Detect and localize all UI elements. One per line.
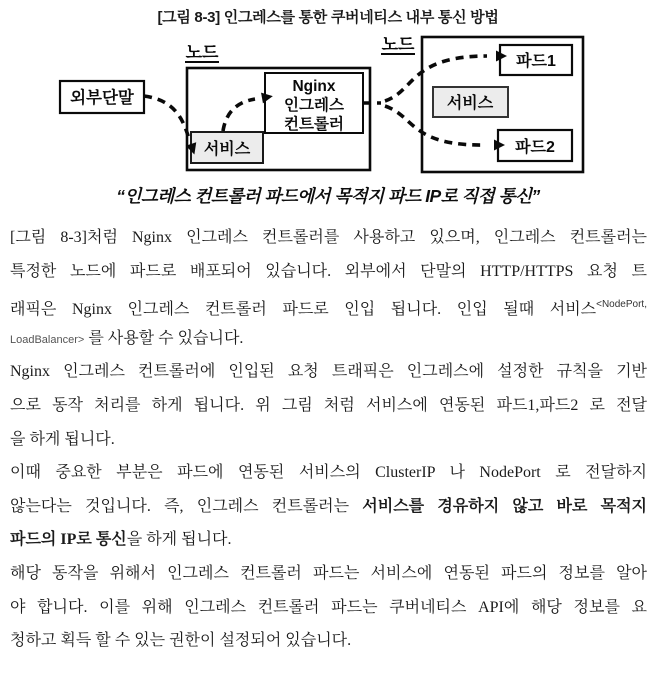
inline-annotation: LoadBalancer> bbox=[10, 333, 85, 346]
text-line bbox=[10, 490, 647, 524]
text-line bbox=[10, 557, 647, 591]
text-run: 서비스를 경유하지 않고 바로 목적지 bbox=[362, 497, 647, 515]
text-run: [그림 8-3]처럼 Nginx 인그레스 컨트롤러를 사용하고 있으며, 인그레스 컨트롤러는 bbox=[10, 229, 647, 246]
service-right-label: 서비스 bbox=[446, 95, 494, 112]
text-line bbox=[10, 389, 647, 423]
text-line bbox=[10, 423, 647, 457]
text-run: 특정한 노드에 파드로 배포되어 있습니다. 외부에서 단말의 HTTP/HTTPS 요청 트 bbox=[10, 262, 647, 280]
text-line bbox=[10, 355, 647, 389]
figure-diagram bbox=[0, 30, 656, 182]
text-run: 이때 중요한 부분은 파드에 연동된 서비스의 ClusterIP 나 NodePort 로 전달하지 bbox=[10, 464, 647, 482]
external-terminal-label: 외부단말 bbox=[70, 89, 134, 107]
nginx-label-line2: 인그레스 bbox=[284, 97, 344, 114]
text-line bbox=[10, 288, 647, 322]
text-line bbox=[10, 221, 647, 255]
arrow-external-to-service bbox=[144, 96, 189, 139]
text-run: 파드의 IP로 통신 bbox=[10, 531, 127, 549]
text-line bbox=[10, 456, 647, 490]
service-left-label: 서비스 bbox=[203, 141, 251, 158]
text-line bbox=[10, 322, 647, 356]
text-line bbox=[10, 624, 647, 658]
figure-caption: “인그레스 컨트롤러 파드에서 목적지 파드 IP로 직접 통신” bbox=[116, 186, 540, 206]
node-left-label: 노드 bbox=[185, 43, 219, 62]
body-text bbox=[10, 221, 647, 658]
node-right-label: 노드 bbox=[381, 35, 415, 54]
text-line bbox=[10, 523, 647, 557]
text-run: 않는다는 것입니다. 즉, 인그레스 컨트롤러는 bbox=[10, 497, 363, 515]
text-run: 를 사용할 수 있습니다. bbox=[84, 329, 244, 347]
pod1-label: 파드1 bbox=[516, 53, 556, 70]
text-run: 으로 동작 처리를 하게 됩니다. 위 그림 처럼 서비스에 연동된 파드1,파드2 로 전달 bbox=[10, 396, 647, 414]
text-run: Nginx 인그레스 컨트롤러에 인입된 요청 트래픽은 인그레스에 설정한 규칙을 기반 bbox=[10, 363, 647, 381]
text-run: 을 하게 됩니다. bbox=[10, 430, 115, 448]
text-run: 청하고 획득 할 수 있는 권한이 설정되어 있습니다. bbox=[10, 632, 352, 650]
pod2-label: 파드2 bbox=[515, 139, 555, 156]
superscript-annotation: <NodePort, bbox=[596, 299, 647, 311]
text-run: 래픽은 Nginx 인그레스 컨트롤러 파드로 인입 됩니다. 인입 될때 서비스 bbox=[10, 301, 597, 319]
text-run: 야 합니다. 이를 위해 인그레스 컨트롤러 파드는 쿠버네티스 API에 해당 정보를 요 bbox=[10, 598, 647, 616]
text-line bbox=[10, 591, 647, 625]
nginx-label-line3: 컨트롤러 bbox=[284, 116, 344, 133]
figure-title: [그림 8-3] 인그레스를 통한 쿠버네티스 내부 통신 방법 bbox=[157, 9, 499, 26]
text-run: 해당 동작을 위해서 인그레스 컨트롤러 파드는 서비스에 연동된 파드의 정보를 알아 bbox=[10, 564, 647, 582]
nginx-label-line1: Nginx bbox=[292, 78, 336, 95]
text-line bbox=[10, 255, 647, 289]
text-run: 을 하게 됩니다. bbox=[126, 531, 232, 549]
